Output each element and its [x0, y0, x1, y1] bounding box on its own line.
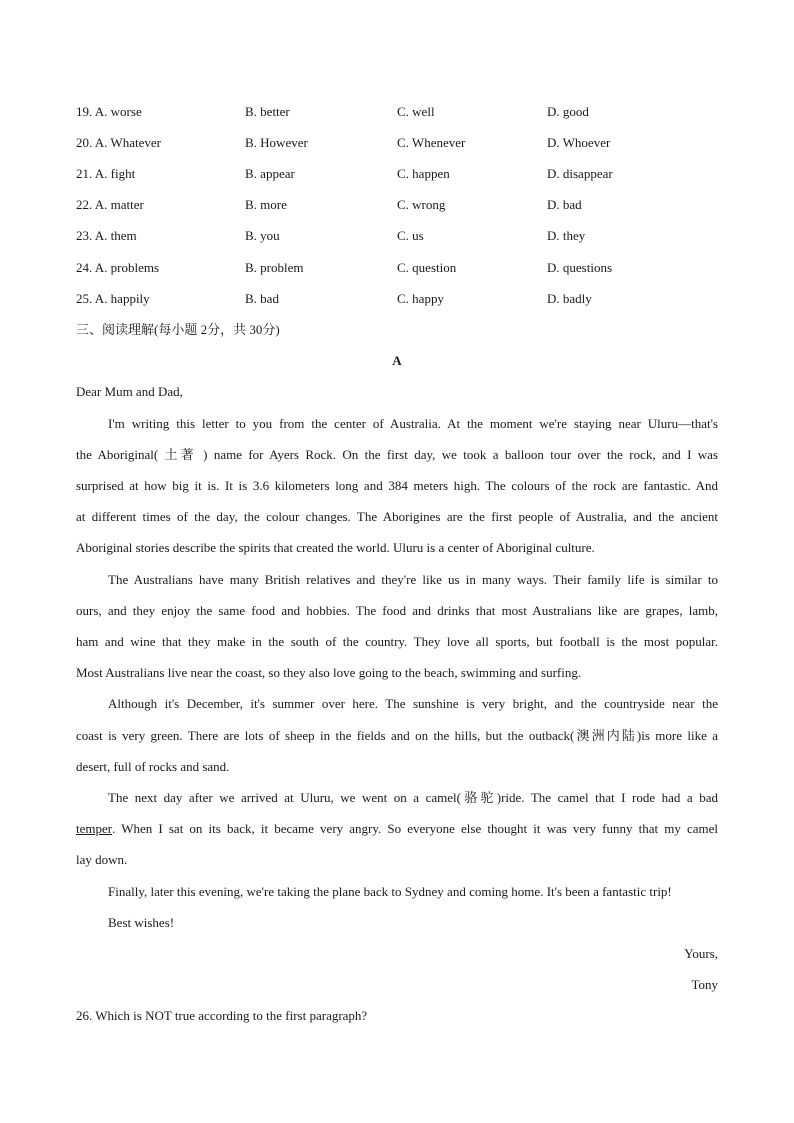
- letter-signature: Tony: [691, 977, 718, 992]
- option-a: 24. A. problems: [76, 260, 160, 275]
- question-options-25: [76, 289, 736, 309]
- paragraph-line: Although it's December, it's summer over here. The sunshine is very bright, and the countryside near the: [108, 696, 718, 711]
- option-c: C. well: [397, 104, 435, 119]
- paragraph-line: [76, 819, 718, 839]
- paragraph-line: coast is very green. There are lots of sheep in the fields and on the hills, but the outback(澳洲内陆)is more like a: [76, 728, 718, 743]
- option-a: 23. A. them: [76, 228, 137, 243]
- paragraph-line: I'm writing this letter to you from the center of Australia. At the moment we're staying near Uluru—that's: [108, 416, 718, 431]
- option-a: 19. A. worse: [76, 104, 142, 119]
- paragraph-line: ham and wine that they make in the south of the country. They love all sports, but football is the most popular.: [76, 634, 718, 649]
- paragraph-line: Finally, later this evening, we're taking the plane back to Sydney and coming home. It's been a fantastic trip!: [108, 884, 672, 899]
- option-a: 21. A. fight: [76, 166, 136, 181]
- option-b: B. However: [245, 135, 308, 150]
- letter-closing: Yours,: [684, 946, 718, 961]
- question-options-24: [76, 258, 736, 278]
- paragraph-line: Aboriginal stories describe the spirits that created the world. Uluru is a center of Aboriginal culture.: [76, 540, 595, 555]
- letter-wishes: Best wishes!: [108, 915, 175, 930]
- paragraph-line: at different times of the day, the colour changes. The Aborigines are the first people of Australia, and the ancient: [76, 509, 718, 524]
- option-b: B. appear: [245, 166, 295, 181]
- paragraph-line: The Australians have many British relatives and they're like us in many ways. Their family life is similar to: [108, 572, 718, 587]
- option-c: C. Whenever: [397, 135, 466, 150]
- option-b: B. bad: [245, 291, 279, 306]
- option-d: D. they: [547, 228, 586, 243]
- option-a: 22. A. matter: [76, 197, 144, 212]
- paragraph-line: desert, full of rocks and sand.: [76, 759, 230, 774]
- option-b: B. problem: [245, 260, 304, 275]
- option-c: C. us: [397, 228, 424, 243]
- paragraph-line: ours, and they enjoy the same food and hobbies. The food and drinks that most Australians like are grapes, lamb,: [76, 603, 718, 618]
- option-b: B. you: [245, 228, 280, 243]
- paragraph-line: surprised at how big it is. It is 3.6 kilometers long and 384 meters high. The colours of the rock are fantastic. And: [76, 478, 718, 493]
- option-d: D. bad: [547, 197, 582, 212]
- option-d: D. questions: [547, 260, 612, 275]
- paragraph-line: the Aboriginal( 土著 ) name for Ayers Rock. On the first day, we took a balloon tour over the rock, and I was: [76, 447, 718, 462]
- paragraph-line: lay down.: [76, 852, 128, 867]
- letter-salutation: Dear Mum and Dad,: [76, 384, 183, 399]
- question-options-19: [76, 102, 736, 122]
- option-d: D. Whoever: [547, 135, 611, 150]
- option-d: D. disappear: [547, 166, 613, 181]
- option-d: D. good: [547, 104, 589, 119]
- paragraph-line: The next day after we arrived at Uluru, we went on a camel(骆驼)ride. The camel that I rode had a bad: [108, 790, 718, 805]
- option-a: 20. A. Whatever: [76, 135, 161, 150]
- option-a: 25. A. happily: [76, 291, 150, 306]
- option-c: C. wrong: [397, 197, 446, 212]
- paragraph-line-rest: . When I sat on its back, it became very angry. So everyone else thought it was very funny that my camel: [112, 821, 718, 836]
- option-c: C. question: [397, 260, 457, 275]
- question-26: 26. Which is NOT true according to the first paragraph?: [76, 1008, 368, 1023]
- underlined-word: temper: [76, 821, 113, 836]
- question-options-23: [76, 226, 736, 246]
- option-b: B. better: [245, 104, 290, 119]
- paragraph-line: Most Australians live near the coast, so they also love going to the beach, swimming and surfing.: [76, 665, 582, 680]
- question-options-21: [76, 164, 736, 184]
- question-options-20: [76, 133, 736, 153]
- option-c: C. happy: [397, 291, 444, 306]
- option-d: D. badly: [547, 291, 592, 306]
- option-c: C. happen: [397, 166, 450, 181]
- option-b: B. more: [245, 197, 287, 212]
- section-heading: 三、阅读理解(每小题 2分，共 30分): [76, 322, 280, 337]
- question-options-22: [76, 195, 736, 215]
- passage-label: A: [392, 353, 402, 368]
